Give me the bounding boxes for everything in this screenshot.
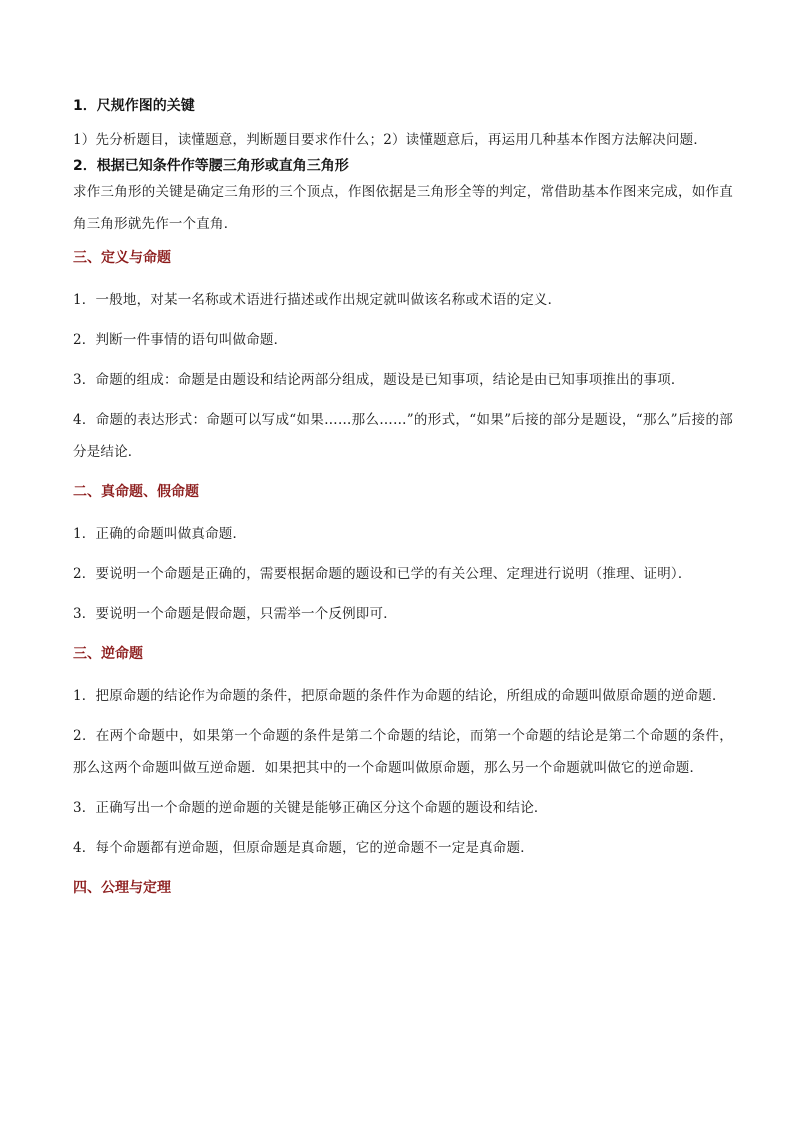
paragraph-converse-1: 1．把原命题的结论作为命题的条件，把原命题的条件作为命题的结论，所组成的命题叫做原命题的逆命题． [73, 688, 726, 704]
paragraph-true-false-1: 1．正确的命题叫做真命题． [73, 526, 247, 542]
paragraph-converse-2: 2．在两个命题中，如果第一个命题的条件是第二个命题的结论，而第一个命题的结论是第二个命题的条件，那么这两个命题叫做互逆命题．如果把其中的一个命题叫做原命题，那么另一个命题就叫做它的逆命题． [73, 728, 733, 776]
paragraph-definition-2: 2．判断一件事情的语句叫做命题． [73, 332, 288, 348]
section-heading-axiom-theorem: 四、公理与定理 [73, 880, 171, 896]
paragraph-definition-4: 4．命题的表达形式：命题可以写成“如果……那么……”的形式，“如果”后接的部分是题设，“那么”后接的部分是结论． [73, 412, 733, 460]
section-heading-true-false: 二、真命题、假命题 [73, 484, 199, 500]
paragraph-ruler-compass: 1）先分析题目，读懂题意，判断题目要求作什么；2）读懂题意后，再运用几种基本作图方法解决问题． [73, 132, 708, 148]
paragraph-definition-3: 3．命题的组成：命题是由题设和结论两部分组成，题设是已知事项，结论是由已知事项推出的事项． [73, 372, 685, 388]
sub-heading-triangle-construction: 2．根据已知条件作等腰三角形或直角三角形 [73, 158, 349, 174]
section-heading-definition-proposition: 三、定义与命题 [73, 250, 171, 266]
paragraph-triangle-construction: 求作三角形的关键是确定三角形的三个顶点，作图依据是三角形全等的判定，常借助基本作图来完成，如作直角三角形就先作一个直角． [73, 184, 733, 232]
sub-heading-ruler-compass: 1．尺规作图的关键 [73, 98, 195, 114]
paragraph-definition-1: 1．一般地，对某一名称或术语进行描述或作出规定就叫做该名称或术语的定义． [73, 292, 562, 308]
paragraph-true-false-2: 2．要说明一个命题是正确的，需要根据命题的题设和已学的有关公理、定理进行说明（推理、证明）． [73, 566, 692, 582]
paragraph-converse-3: 3．正确写出一个命题的逆命题的关键是能够正确区分这个命题的题设和结论． [73, 800, 548, 816]
paragraph-converse-4: 4．每个命题都有逆命题，但原命题是真命题，它的逆命题不一定是真命题． [73, 840, 534, 856]
paragraph-true-false-3: 3．要说明一个命题是假命题，只需举一个反例即可． [73, 606, 397, 622]
document-page [73, 96, 733, 898]
section-heading-converse: 三、逆命题 [73, 646, 143, 662]
